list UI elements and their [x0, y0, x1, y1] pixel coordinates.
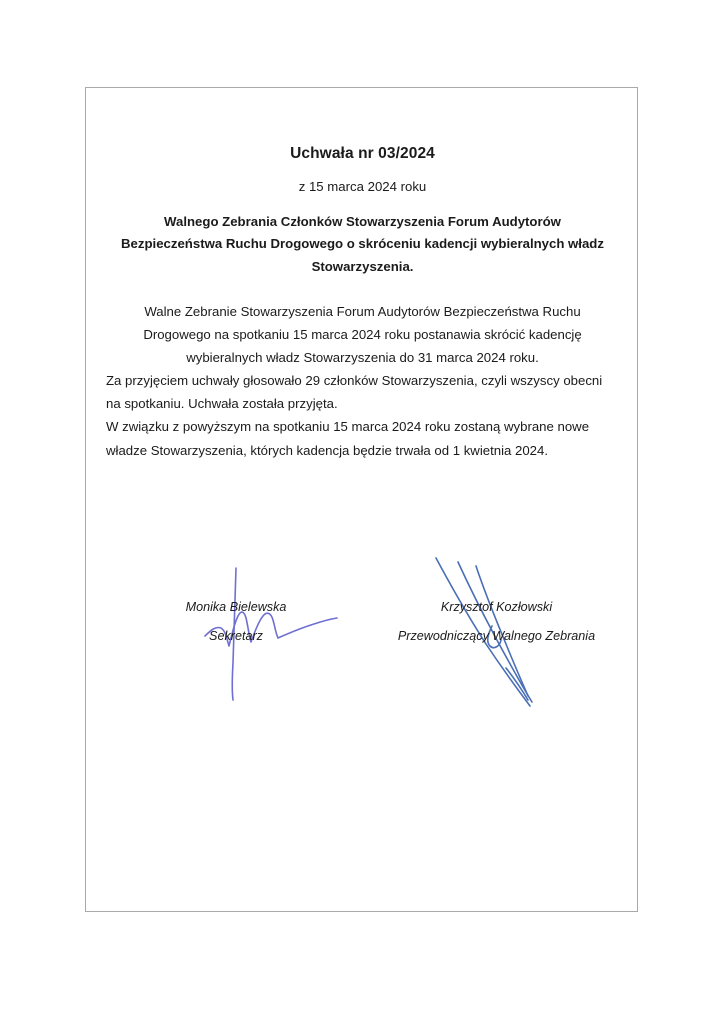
body-paragraph-new-authorities: W związku z powyższym na spotkaniu 15 marca 2024 roku zostaną wybrane nowe władze Stowarzyszenia, których kadencja będzie trwała od 1 kwietnia 2024. [106, 419, 590, 458]
document-subject-line-1: Walnego Zebrania Członków Stowarzyszenia Forum Audytorów [164, 213, 561, 229]
document-subject-line-2: Bezpieczeństwa Ruchu Drogowego o skróceniu kadencji wybieralnych władz [121, 236, 604, 252]
body-paragraph-resolution: Walne Zebranie Stowarzyszenia Forum Audytorów Bezpieczeństwa Ruchu Drogowego na spotkaniu 15 marca 2024 roku postanawia skrócić kadencję wybieralnych władz Stowarzyszenia do 31 marca 2024 roku. [143, 304, 582, 366]
scanned-page [85, 87, 638, 912]
signature-left-name: Monika Bielewska [185, 600, 287, 614]
signature-right-role: Przewodniczący Walnego Zebrania [397, 629, 596, 644]
page-title: Uchwała nr 03/2024 [290, 145, 435, 162]
document-heading-block [106, 144, 619, 279]
body-paragraph-vote: Za przyjęciem uchwały głosowało 29 członków Stowarzyszenia, czyli wszyscy obecni na spotkaniu. Uchwała została przyjęta. [106, 373, 603, 412]
document-subject-block [106, 211, 619, 279]
document-body [106, 300, 619, 462]
document-date-line: z 15 marca 2024 roku [298, 179, 427, 195]
signature-right [364, 600, 629, 644]
signature-right-name: Krzysztof Kozłowski [440, 600, 553, 614]
signature-left [131, 600, 341, 644]
document-subject-line-3: Stowarzyszenia. [311, 258, 414, 274]
signature-left-role: Sekretarz [209, 629, 263, 644]
page-content-area [106, 88, 619, 911]
signature-block [106, 558, 619, 738]
